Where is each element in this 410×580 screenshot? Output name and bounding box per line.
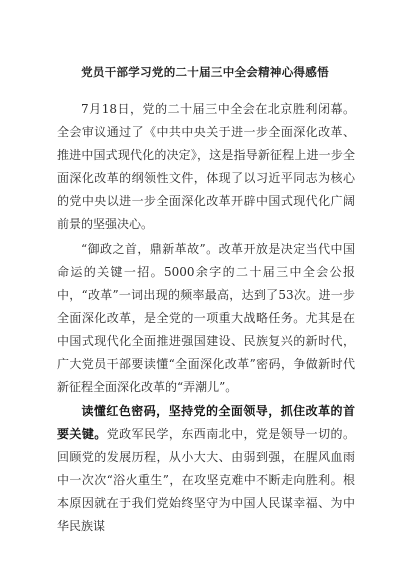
paragraph-3-text: 党政军民学，东西南北中，党是领导一切的。回顾党的发展历程，从小大大、由弱到强，在腥风血雨中一次次“浴火重生”，在攻坚克难中不断走向胜利。根本原因就在于我们党始终坚守为中国人民谋幸福、为中华民族谋 <box>57 427 355 533</box>
paragraph-3-lead: 读懂红色密码，坚持党的全面领导，抓住改革的首要关键。 <box>57 404 355 441</box>
paragraph-1 <box>57 98 355 236</box>
paragraph-2-text: “御政之首，鼎新革故”。改革开放是决定当代中国命运的关键一招。5000余字的二十届三中全会公报中，“改革”一词出现的频率最高，达到了53次。进一步全面深化改革，是全党的一项重大战略任务。尤其是在中国式现代化全面推进强国建设、民族复兴的新时代，广大党员干部要读懂“全面深化改革”密码，争做新时代新征程全面深化改革的“弄潮儿”。 <box>57 242 355 394</box>
paragraph-3 <box>57 400 355 538</box>
document-title: 党员干部学习党的二十届三中全会精神心得感悟 <box>81 65 329 79</box>
paragraph-2 <box>57 238 355 399</box>
paragraph-1-text: 7月18日，党的二十届三中全会在北京胜利闭幕。全会审议通过了《中共中央关于进一步全面深化改革、推进中国式现代化的决定》，这是指导新征程上进一步全面深化改革的纲领性文件，体现了以习近平同志为核心的党中央以进一步全面深化改革开辟中国式现代化广阔前景的坚强决心。 <box>57 102 355 231</box>
